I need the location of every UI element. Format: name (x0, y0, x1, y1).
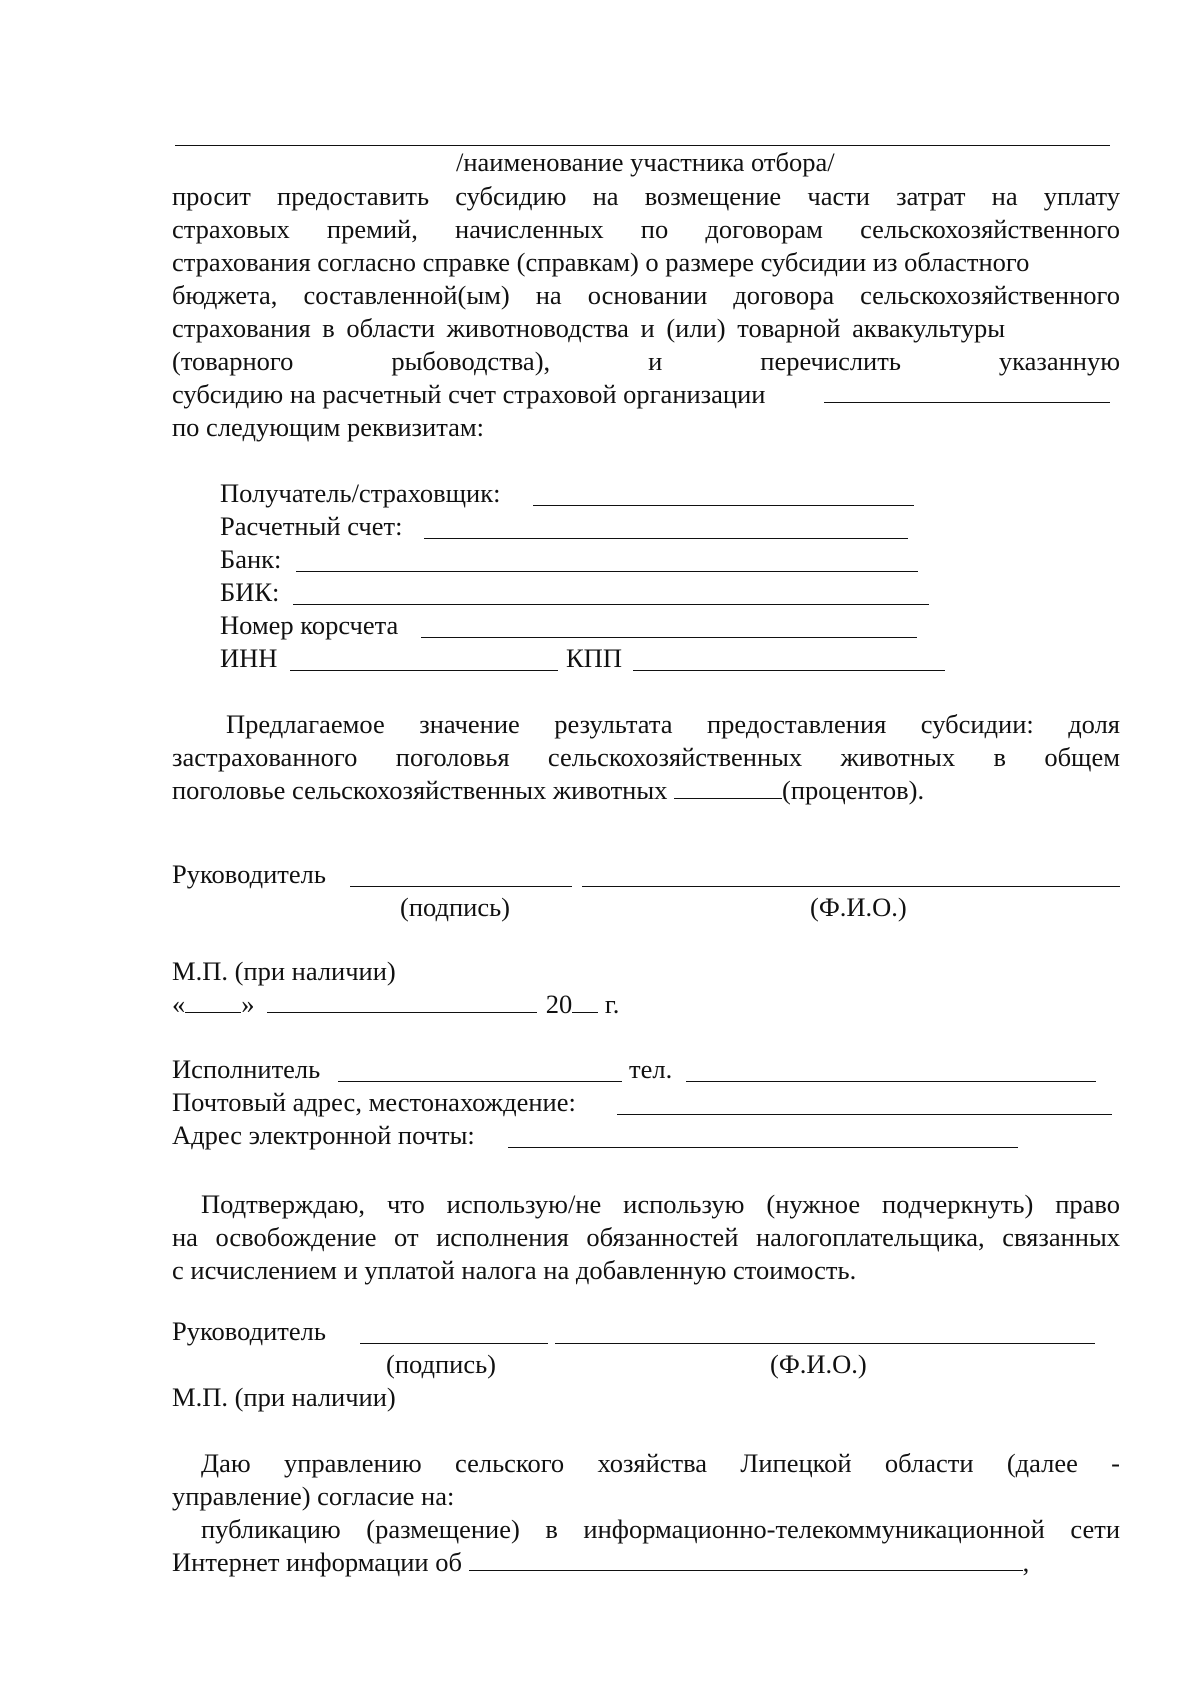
account-field[interactable] (424, 538, 908, 539)
result-line-3 (172, 774, 1120, 807)
executor-label: Исполнитель (172, 1054, 321, 1084)
request-line-7-text: субсидию на расчетный счет страховой организации (172, 379, 766, 409)
date-row (172, 988, 619, 1021)
consent-line-4 (172, 1546, 1120, 1579)
consent-line-1: Даю управлению сельского хозяйства Липецкой области (далее - (201, 1448, 1120, 1478)
kpp-field[interactable] (633, 670, 945, 671)
account-label: Расчетный счет: (220, 511, 403, 541)
sign-caption-1: (подпись) (400, 892, 511, 922)
head-label-2: Руководитель (172, 1316, 326, 1346)
head-name-field-2[interactable] (555, 1343, 1095, 1344)
corr-account-field[interactable] (421, 637, 917, 638)
phone-label: тел. (629, 1054, 673, 1084)
result-percent-field[interactable] (674, 774, 782, 799)
bank-row (220, 543, 281, 576)
year-suffix: г. (604, 989, 620, 1019)
request-line-7 (172, 378, 1120, 411)
bank-field[interactable] (296, 571, 918, 572)
head-signature-field-1[interactable] (350, 886, 572, 887)
head-signature-row-1 (172, 858, 326, 891)
stamp-note-1: М.П. (при наличии) (172, 956, 396, 986)
inn-row (220, 642, 277, 675)
inn-field[interactable] (290, 670, 558, 671)
year-prefix: 20 (545, 989, 573, 1019)
consent-line-4-prefix: Интернет информации об (172, 1547, 462, 1577)
request-line-1: просит предоставить субсидию на возмещение части затрат на уплату (172, 181, 1120, 211)
kpp-row (566, 642, 622, 675)
details-intro: по следующим реквизитам: (172, 412, 484, 442)
result-line-3-prefix: поголовье сельскохозяйственных животных (172, 775, 668, 805)
request-line-5: страхования в области животноводства и (или) товарной аквакультуры (172, 313, 1006, 343)
bik-label: БИК: (220, 577, 280, 607)
result-line-1: Предлагаемое значение результата предоставления субсидии: доля (226, 709, 1120, 739)
date-open-quote: « (172, 989, 186, 1019)
vat-line-3: с исчислением и уплатой налога на добавленную стоимость. (172, 1255, 857, 1285)
sign-caption-2: (подпись) (386, 1349, 497, 1379)
request-line-6: (товарного рыбоводства), и перечислить указанную (172, 346, 1120, 376)
phone-row (629, 1053, 672, 1086)
head-signature-row-2 (172, 1315, 326, 1348)
postal-row (172, 1086, 576, 1119)
date-close-quote: » (241, 989, 255, 1019)
bik-row (220, 576, 279, 609)
corr-account-row (220, 609, 398, 642)
postal-field[interactable] (617, 1114, 1112, 1115)
vat-line-2: на освобождение от исполнения обязанностей налогоплательщика, связанных (172, 1222, 1120, 1252)
email-row (172, 1119, 475, 1152)
executor-field[interactable] (338, 1081, 622, 1082)
stamp-note-2: М.П. (при наличии) (172, 1382, 396, 1412)
name-caption-2: (Ф.И.О.) (770, 1349, 867, 1379)
recipient-row (220, 477, 500, 510)
head-label-1: Руководитель (172, 859, 326, 889)
account-row (220, 510, 402, 543)
year-field[interactable] (572, 988, 598, 1013)
head-name-field-1[interactable] (582, 886, 1120, 887)
result-line-3-suffix: (процентов). (782, 775, 925, 805)
result-line-2: застрахованного поголовья сельскохозяйственных животных в общем (172, 742, 1120, 772)
postal-label: Почтовый адрес, местонахождение: (172, 1087, 576, 1117)
recipient-label: Получатель/страховщик: (220, 478, 501, 508)
email-field[interactable] (508, 1147, 1018, 1148)
name-caption-1: (Ф.И.О.) (810, 892, 907, 922)
bank-label: Банк: (220, 544, 282, 574)
executor-row (172, 1053, 320, 1086)
vat-line-1: Подтверждаю, что использую/не использую (нужное подчеркнуть) право (201, 1189, 1120, 1219)
day-field[interactable] (185, 988, 241, 1013)
published-info-field[interactable] (469, 1546, 1023, 1571)
kpp-label: КПП (566, 643, 622, 673)
insurer-name-field[interactable] (824, 402, 1110, 403)
consent-paragraph (172, 1447, 1120, 1579)
vat-paragraph (172, 1188, 1120, 1287)
request-paragraph (172, 180, 1120, 444)
recipient-field[interactable] (533, 505, 914, 506)
consent-line-4-suffix: , (1022, 1547, 1030, 1577)
request-line-2: страховых премий, начисленных по договорам сельскохозяйственного (172, 214, 1120, 244)
phone-field[interactable] (686, 1081, 1096, 1082)
consent-line-3: публикацию (размещение) в информационно-телекоммуникационной сети (201, 1514, 1120, 1544)
request-line-3: страхования согласно справке (справкам) о размере субсидии из областного (172, 247, 1030, 277)
head-signature-field-2[interactable] (360, 1343, 548, 1344)
email-label: Адрес электронной почты: (172, 1120, 475, 1150)
month-field[interactable] (267, 988, 537, 1013)
result-paragraph (172, 708, 1120, 807)
participant-caption: /наименование участника отбора/ (456, 147, 835, 177)
inn-label: ИНН (220, 643, 278, 673)
consent-line-2: управление) согласие на: (172, 1481, 455, 1511)
bik-field[interactable] (293, 604, 929, 605)
corr-account-label: Номер корсчета (220, 610, 399, 640)
request-line-4: бюджета, составленной(ым) на основании договора сельскохозяйственного (172, 280, 1120, 310)
